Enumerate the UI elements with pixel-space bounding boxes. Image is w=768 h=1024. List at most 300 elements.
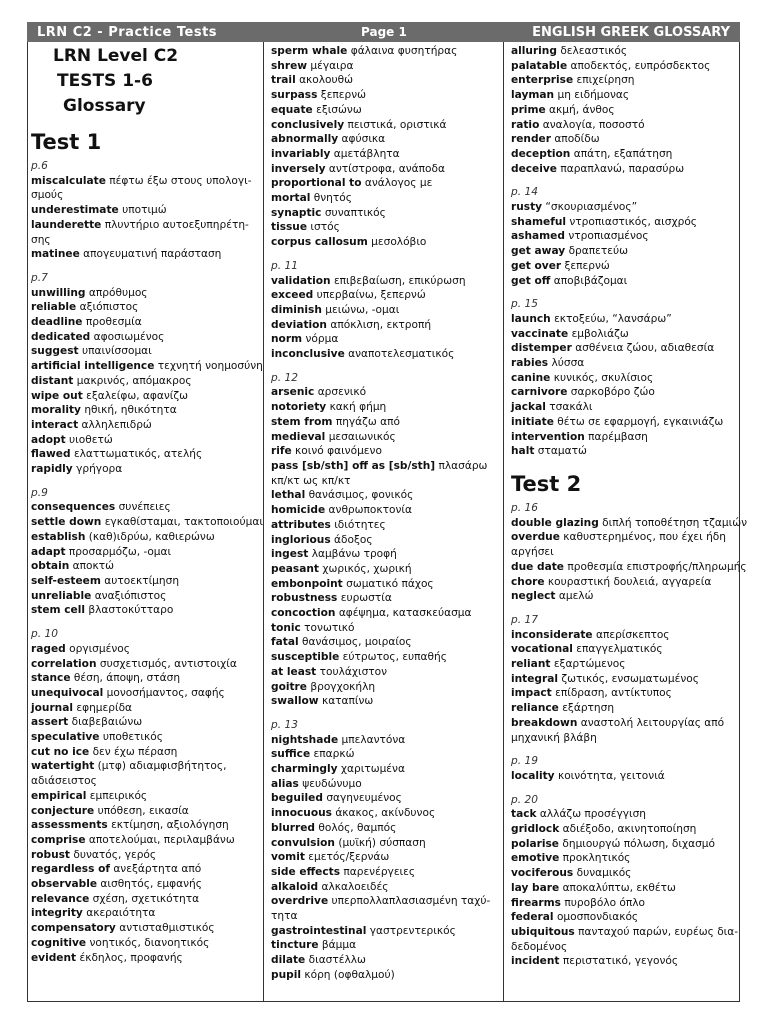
english-term: medieval bbox=[271, 430, 326, 443]
greek-translation: βλαστοκύτταρο bbox=[88, 604, 174, 617]
english-term: federal bbox=[511, 911, 554, 924]
page-header bbox=[27, 22, 740, 42]
greek-translation: υπερβαίνω, ξεπερνώ bbox=[316, 289, 426, 302]
english-term: overdue bbox=[511, 531, 560, 544]
glossary-entry bbox=[271, 621, 499, 636]
english-term: stem from bbox=[271, 415, 333, 428]
glossary-entry bbox=[271, 924, 499, 939]
english-term: surpass bbox=[271, 89, 318, 102]
glossary-entry bbox=[31, 574, 259, 589]
glossary-entry bbox=[31, 804, 259, 819]
english-term: emotive bbox=[511, 852, 560, 865]
greek-translation: ανάλογος με bbox=[364, 177, 433, 190]
english-term: embonpoint bbox=[271, 577, 343, 590]
greek-translation: ξεπερνώ bbox=[320, 89, 367, 102]
glossary-entry bbox=[511, 925, 737, 940]
greek-translation: αλληλεπιδρώ bbox=[81, 418, 152, 431]
greek-translation: ανεξάρτητα από bbox=[113, 863, 202, 876]
greek-translation: αισθητός, εμφανής bbox=[100, 878, 202, 891]
greek-translation: εξισώνω bbox=[316, 103, 362, 116]
glossary-entry bbox=[511, 716, 737, 731]
english-term: suffice bbox=[271, 748, 311, 761]
english-term: synaptic bbox=[271, 206, 322, 219]
greek-translation: εκτοξεύω, “λανσάρω” bbox=[554, 312, 672, 325]
english-term: observable bbox=[31, 878, 98, 891]
glossary-entry bbox=[511, 851, 737, 866]
english-term: raged bbox=[31, 642, 66, 655]
english-term: correlation bbox=[31, 657, 97, 670]
english-term: flawed bbox=[31, 448, 71, 461]
greek-translation: αυτοεκτίμηση bbox=[104, 574, 180, 587]
english-term: chore bbox=[511, 575, 545, 588]
test-heading: Test 1 bbox=[31, 130, 102, 154]
english-term: locality bbox=[511, 769, 555, 782]
glossary-entry bbox=[271, 162, 499, 177]
english-term: ubiquitous bbox=[511, 925, 575, 938]
glossary-entry bbox=[31, 759, 259, 774]
greek-translation: συνέπειες bbox=[118, 501, 171, 514]
english-term: unequivocal bbox=[31, 686, 104, 699]
english-term: tissue bbox=[271, 221, 308, 234]
glossary-entry bbox=[511, 430, 737, 445]
english-term: susceptible bbox=[271, 651, 340, 664]
english-term: nightshade bbox=[271, 733, 339, 746]
english-term: charmingly bbox=[271, 763, 338, 776]
glossary-entry bbox=[271, 694, 499, 709]
greek-translation: κοινό φαινόμενο bbox=[295, 445, 382, 458]
greek-translation: παραπλανώ, παρασύρω bbox=[560, 162, 685, 175]
page-reference: p. 17 bbox=[511, 613, 538, 626]
english-term: compensatory bbox=[31, 922, 116, 935]
greek-translation: εγκαθίσταμαι, τακτοποιούμαι bbox=[104, 516, 263, 529]
greek-translation-continued: αδιάσειστος bbox=[31, 775, 97, 788]
page-reference: p. 11 bbox=[271, 259, 298, 272]
english-term: rife bbox=[271, 445, 292, 458]
greek-translation: ασθένεια ζώου, αδιαθεσία bbox=[575, 342, 715, 355]
greek-translation: αναλογία, ποσοστό bbox=[542, 118, 645, 131]
greek-translation: εμπειρικός bbox=[89, 789, 148, 802]
greek-translation: συναπτικός bbox=[324, 206, 386, 219]
english-term: obtain bbox=[31, 560, 70, 573]
glossary-entry bbox=[31, 686, 259, 701]
english-term: canine bbox=[511, 371, 551, 384]
english-term: wipe out bbox=[31, 389, 83, 402]
glossary-entry bbox=[271, 791, 499, 806]
page-reference: p.9 bbox=[31, 486, 48, 499]
glossary-entry bbox=[31, 433, 259, 448]
greek-translation: πηγάζω από bbox=[335, 415, 401, 428]
glossary-entry bbox=[271, 385, 499, 400]
glossary-entry bbox=[271, 806, 499, 821]
greek-translation: αναποτελεσματικός bbox=[348, 348, 455, 361]
glossary-entry bbox=[271, 591, 499, 606]
greek-translation: περιστατικό, γεγονός bbox=[562, 955, 679, 968]
glossary-entry bbox=[511, 575, 737, 590]
greek-translation: συσχετισμός, αντιστοιχία bbox=[99, 657, 237, 670]
greek-translation: “σκουριασμένος” bbox=[545, 201, 638, 214]
glossary-entry bbox=[511, 132, 737, 147]
greek-translation: φάλαινα φυσητήρας bbox=[350, 45, 458, 57]
page-reference: p.7 bbox=[31, 271, 48, 284]
glossary-entry bbox=[271, 88, 499, 103]
glossary-entry bbox=[31, 545, 259, 560]
english-term: underestimate bbox=[31, 204, 119, 217]
english-term: consequences bbox=[31, 501, 116, 514]
title-line: TESTS 1-6 bbox=[57, 71, 153, 91]
glossary-entry bbox=[511, 327, 737, 342]
glossary-entry bbox=[511, 444, 737, 459]
english-term: distant bbox=[31, 374, 74, 387]
greek-translation: αναστολή λειτουργίας από bbox=[580, 716, 725, 729]
greek-translation: αποκαλύπτω, εκθέτω bbox=[562, 881, 676, 894]
english-term: norm bbox=[271, 333, 303, 346]
glossary-entry bbox=[271, 606, 499, 621]
english-term: integral bbox=[511, 672, 559, 685]
greek-translation: νοητικός, διανοητικός bbox=[89, 936, 210, 949]
english-term: tonic bbox=[271, 621, 301, 634]
greek-translation: θέση, άποψη, στάση bbox=[73, 672, 181, 685]
greek-translation: γαστρεντερικός bbox=[369, 924, 456, 937]
greek-translation: μπελαντόνα bbox=[341, 733, 406, 746]
english-term: distemper bbox=[511, 342, 572, 355]
greek-translation: ομοσπονδιακός bbox=[556, 911, 639, 924]
english-term: incident bbox=[511, 955, 560, 968]
glossary-entry bbox=[271, 777, 499, 792]
english-term: dilate bbox=[271, 954, 306, 967]
glossary-entry bbox=[271, 73, 499, 88]
column-divider bbox=[503, 42, 504, 1002]
glossary-entry bbox=[31, 462, 259, 477]
english-term: mortal bbox=[271, 192, 311, 205]
english-term: deviation bbox=[271, 318, 327, 331]
greek-translation: αφύσικα bbox=[341, 133, 386, 146]
glossary-entry bbox=[511, 530, 737, 545]
glossary-entry bbox=[31, 730, 259, 745]
greek-translation: ηθική, ηθικότητα bbox=[84, 404, 177, 417]
greek-translation: πέφτω έξω στους υπολογι- bbox=[109, 174, 252, 187]
greek-translation: υπόθεση, εικασία bbox=[97, 804, 189, 817]
greek-translation: αντισταθμιστικός bbox=[119, 922, 215, 935]
english-term: trail bbox=[271, 74, 296, 87]
english-term: inglorious bbox=[271, 533, 331, 546]
glossary-entry bbox=[271, 547, 499, 562]
english-term: vaccinate bbox=[511, 327, 569, 340]
greek-translation: αντίστροφα, ανάποδα bbox=[328, 162, 445, 175]
english-term: speculative bbox=[31, 731, 100, 744]
english-term: get over bbox=[511, 259, 562, 272]
greek-translation: κακή φήμη bbox=[329, 401, 387, 414]
english-term: exceed bbox=[271, 289, 314, 302]
glossary-entry bbox=[31, 174, 259, 189]
glossary-entry bbox=[31, 286, 259, 301]
glossary-entry bbox=[511, 44, 737, 59]
greek-translation: λύσσα bbox=[551, 357, 585, 370]
glossary-entry bbox=[511, 837, 737, 852]
glossary-entry bbox=[271, 118, 499, 133]
english-term: pupil bbox=[271, 968, 301, 981]
greek-translation: υποθετικός bbox=[102, 731, 163, 744]
greek-translation-continued: μηχανική βλάβη bbox=[511, 731, 597, 744]
glossary-entry bbox=[31, 315, 259, 330]
english-term: get away bbox=[511, 245, 566, 258]
english-term: vomit bbox=[271, 851, 305, 864]
greek-translation: τσακάλι bbox=[549, 401, 593, 414]
glossary-entry bbox=[271, 415, 499, 430]
glossary-entry bbox=[511, 400, 737, 415]
english-term: morality bbox=[31, 404, 81, 417]
greek-translation: κοινότητα, γειτονιά bbox=[557, 769, 665, 782]
glossary-entry bbox=[31, 589, 259, 604]
english-term: goitre bbox=[271, 680, 307, 693]
glossary-entry bbox=[511, 118, 737, 133]
greek-translation: εύτρωτος, ευπαθής bbox=[342, 651, 447, 664]
glossary-entry bbox=[31, 892, 259, 907]
greek-translation: μέγαιρα bbox=[310, 59, 354, 72]
glossary-entry bbox=[271, 400, 499, 415]
english-term: relevance bbox=[31, 892, 90, 905]
english-term: innocuous bbox=[271, 807, 332, 820]
greek-translation: αποκτώ bbox=[72, 560, 114, 573]
page-reference: p. 10 bbox=[31, 628, 58, 641]
glossary-entry bbox=[511, 215, 737, 230]
glossary-entry bbox=[31, 642, 259, 657]
english-term: unreliable bbox=[31, 589, 92, 602]
greek-translation: ελαττωματικός, ατελής bbox=[73, 448, 203, 461]
english-term: dedicated bbox=[31, 330, 91, 343]
greek-translation: τεχνητή νοημοσύνη bbox=[157, 360, 263, 373]
english-term: robust bbox=[31, 848, 70, 861]
greek-translation: μεσαιωνικός bbox=[328, 430, 396, 443]
english-term: matinee bbox=[31, 248, 80, 261]
greek-translation: δημιουργώ πόλωση, διχασμό bbox=[562, 837, 716, 850]
glossary-entry bbox=[271, 518, 499, 533]
glossary-entry bbox=[31, 657, 259, 672]
greek-translation: υιοθετώ bbox=[69, 433, 113, 446]
greek-translation: μονοσήμαντος, σαφής bbox=[106, 686, 225, 699]
glossary-entry bbox=[511, 200, 737, 215]
greek-translation: επίδραση, αντίκτυπος bbox=[555, 687, 672, 700]
glossary-entry bbox=[511, 356, 737, 371]
english-term: integrity bbox=[31, 907, 83, 920]
glossary-entry bbox=[31, 218, 259, 233]
glossary-entry bbox=[511, 371, 737, 386]
glossary-entry bbox=[31, 559, 259, 574]
greek-translation: τονωτικό bbox=[304, 621, 355, 634]
english-term: breakdown bbox=[511, 716, 578, 729]
glossary-entry bbox=[31, 403, 259, 418]
glossary-entry bbox=[271, 968, 499, 983]
glossary-entry bbox=[271, 103, 499, 118]
english-term: double glazing bbox=[511, 516, 599, 529]
glossary-entry bbox=[271, 288, 499, 303]
greek-translation: δυναμικός bbox=[576, 867, 632, 880]
greek-translation: απρόθυμος bbox=[88, 286, 148, 299]
glossary-entry bbox=[31, 530, 259, 545]
page-reference: p. 19 bbox=[511, 755, 538, 768]
english-term: cognitive bbox=[31, 936, 87, 949]
greek-translation: πλασάρω bbox=[438, 459, 488, 472]
greek-translation: ευρωστία bbox=[340, 592, 392, 605]
english-term: corpus callosum bbox=[271, 236, 368, 249]
glossary-entry bbox=[31, 862, 259, 877]
glossary-entry bbox=[271, 430, 499, 445]
english-term: rabies bbox=[511, 357, 549, 370]
title-line: LRN Level C2 bbox=[53, 46, 179, 66]
english-term: deception bbox=[511, 147, 571, 160]
glossary-entry bbox=[511, 162, 737, 177]
glossary-entry bbox=[31, 848, 259, 863]
glossary-entry bbox=[511, 560, 747, 575]
greek-translation: τουλάχιστον bbox=[319, 665, 388, 678]
english-term: swallow bbox=[271, 695, 319, 708]
greek-translation: αποδίδω bbox=[554, 133, 600, 146]
greek-translation: καταπίνω bbox=[321, 695, 374, 708]
glossary-entry bbox=[271, 865, 499, 880]
greek-translation: παρενέργειες bbox=[343, 865, 416, 878]
greek-translation: θνητός bbox=[313, 192, 352, 205]
glossary-entry bbox=[31, 359, 263, 374]
english-term: concoction bbox=[271, 607, 336, 620]
page-reference: p. 13 bbox=[271, 718, 298, 731]
glossary-entry bbox=[511, 385, 737, 400]
greek-translation: εμβολιάζω bbox=[571, 327, 629, 340]
glossary-entry bbox=[31, 745, 259, 760]
greek-translation: ακεραιότητα bbox=[86, 907, 156, 920]
greek-translation: μη ειδήμονας bbox=[557, 89, 630, 102]
greek-translation: έκδηλος, προφανής bbox=[79, 951, 183, 964]
greek-translation-continued: σμούς bbox=[31, 189, 64, 202]
greek-translation: αποβιβάζομαι bbox=[553, 274, 628, 287]
english-term: side effects bbox=[271, 865, 340, 878]
glossary-entry bbox=[271, 347, 499, 362]
english-term: notoriety bbox=[271, 401, 327, 414]
glossary-entry bbox=[31, 330, 259, 345]
page-reference: p. 12 bbox=[271, 371, 298, 384]
glossary-entry bbox=[31, 833, 259, 848]
glossary-entry bbox=[271, 953, 499, 968]
english-term: neglect bbox=[511, 590, 556, 603]
glossary-entry bbox=[31, 906, 259, 921]
glossary-entry bbox=[511, 881, 737, 896]
english-term: inconsiderate bbox=[511, 628, 593, 641]
english-term: impact bbox=[511, 687, 552, 700]
greek-translation: εξαρτώμενος bbox=[553, 658, 626, 671]
greek-translation: υπερπολλαπλασιασμένη ταχύ- bbox=[331, 895, 491, 908]
glossary-entry bbox=[31, 300, 259, 315]
english-term: watertight bbox=[31, 760, 95, 773]
english-term: reliable bbox=[31, 301, 77, 314]
glossary-entry bbox=[271, 938, 499, 953]
english-term: lethal bbox=[271, 489, 306, 502]
english-term: invariably bbox=[271, 147, 331, 160]
greek-translation: ακμή, άνθος bbox=[549, 103, 615, 116]
greek-translation: παρέμβαση bbox=[588, 430, 648, 443]
glossary-entry bbox=[511, 73, 737, 88]
english-term: journal bbox=[31, 701, 73, 714]
greek-translation: αποδεκτός, ευπρόσδεκτος bbox=[570, 59, 711, 72]
english-term: launch bbox=[511, 312, 551, 325]
english-term: pass [sb/sth] off as [sb/sth] bbox=[271, 459, 436, 472]
greek-translation: σωματικό πάχος bbox=[346, 577, 434, 590]
english-term: equate bbox=[271, 103, 313, 116]
glossary-entry bbox=[31, 374, 259, 389]
glossary-entry bbox=[271, 762, 499, 777]
glossary-entry bbox=[511, 274, 737, 289]
glossary-entry bbox=[271, 665, 499, 680]
english-term: intervention bbox=[511, 430, 585, 443]
greek-translation: πυροβόλο όπλο bbox=[564, 896, 646, 909]
glossary-entry bbox=[271, 147, 499, 162]
english-term: robustness bbox=[271, 592, 338, 605]
greek-translation: αφέψημα, κατασκεύασμα bbox=[338, 607, 472, 620]
glossary-entry bbox=[271, 318, 499, 333]
page-reference: p. 14 bbox=[511, 186, 538, 199]
greek-translation-continued: σης bbox=[31, 233, 51, 246]
glossary-entry bbox=[271, 176, 499, 191]
greek-translation: (μυϊκή) σύσπαση bbox=[338, 836, 426, 849]
greek-translation: προκλητικός bbox=[562, 852, 631, 865]
greek-translation: (καθ)ιδρύω, καθιερώνω bbox=[88, 530, 215, 543]
english-term: peasant bbox=[271, 562, 319, 575]
glossary-entry bbox=[31, 789, 259, 804]
glossary-entry bbox=[271, 894, 499, 909]
glossary-entry bbox=[511, 954, 737, 969]
greek-translation: διαβεβαιώνω bbox=[71, 716, 143, 729]
greek-translation: δελεαστικός bbox=[560, 45, 628, 57]
english-term: overdrive bbox=[271, 895, 329, 908]
greek-translation: ντροπιαστικός, αισχρός bbox=[569, 215, 698, 228]
glossary-entry bbox=[271, 850, 499, 865]
english-term: ratio bbox=[511, 118, 540, 131]
glossary-entry bbox=[511, 896, 737, 911]
english-term: gridlock bbox=[511, 823, 560, 836]
glossary-entry bbox=[511, 103, 737, 118]
glossary-entry bbox=[511, 657, 737, 672]
english-term: miscalculate bbox=[31, 174, 106, 187]
english-term: cut no ice bbox=[31, 745, 90, 758]
glossary-entry bbox=[271, 821, 499, 836]
english-term: conclusively bbox=[271, 118, 345, 131]
greek-translation: άκακος, ακίνδυνος bbox=[335, 807, 436, 820]
glossary-entry bbox=[271, 44, 499, 59]
greek-translation: εφημερίδα bbox=[76, 701, 133, 714]
glossary-column-3 bbox=[511, 44, 748, 969]
glossary-entry bbox=[271, 459, 499, 474]
greek-translation: μακρινός, απόμακρος bbox=[76, 374, 192, 387]
greek-translation: (μτφ) αδιαμφισβήτητος, bbox=[97, 760, 227, 773]
english-term: get off bbox=[511, 274, 551, 287]
greek-translation: υποτιμώ bbox=[122, 204, 167, 217]
glossary-entry bbox=[511, 516, 748, 531]
english-term: adapt bbox=[31, 545, 66, 558]
glossary-entry bbox=[31, 515, 263, 530]
greek-translation: ιστός bbox=[310, 221, 340, 234]
glossary-entry bbox=[271, 880, 499, 895]
english-term: enterprise bbox=[511, 74, 574, 87]
glossary-entry bbox=[271, 206, 499, 221]
greek-translation: πλυντήριο αυτοεξυπηρέτη- bbox=[104, 218, 249, 231]
header-page-number: Page 1 bbox=[361, 25, 407, 39]
greek-translation: προθεσμία επιστροφής/πληρωμής bbox=[567, 560, 747, 573]
glossary-entry bbox=[271, 577, 499, 592]
english-term: validation bbox=[271, 274, 331, 287]
glossary-entry bbox=[511, 259, 737, 274]
glossary-entry bbox=[271, 235, 499, 250]
greek-translation: ντροπιασμένος bbox=[568, 230, 649, 243]
greek-translation: υπαινίσσομαι bbox=[81, 345, 152, 358]
english-term: unwilling bbox=[31, 286, 86, 299]
english-term: attributes bbox=[271, 518, 331, 531]
